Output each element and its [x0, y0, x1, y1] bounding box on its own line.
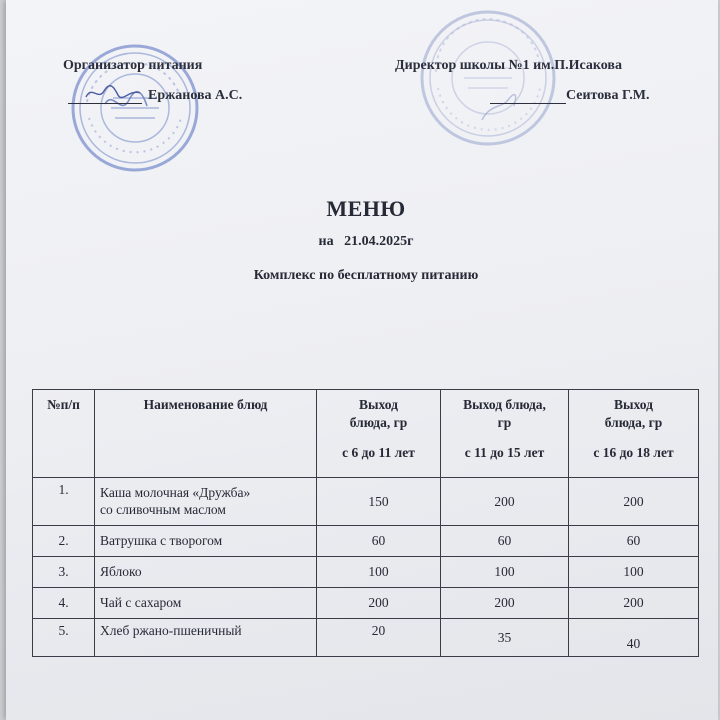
right-signatory-name: Сеитова Г.М.	[566, 88, 650, 103]
header-col-16-18	[569, 390, 699, 478]
row-value-11-15: 200	[441, 588, 569, 619]
left-signature-blank	[68, 89, 142, 104]
header-col1-age: с 6 до 11 лет	[342, 445, 415, 461]
row-value-6-11: 20	[317, 619, 441, 657]
row-value-6-11: 100	[317, 557, 441, 588]
row-dish-name: Чай с сахаром	[95, 588, 317, 619]
table-header-row	[33, 390, 699, 478]
row-value-6-11: 150	[317, 478, 441, 526]
menu-date-value: 21.04.2025г	[344, 234, 414, 249]
row-value-16-18: 200	[569, 588, 699, 619]
row-num: 3.	[33, 557, 95, 588]
left-signature-line	[68, 88, 242, 104]
document-page	[6, 0, 718, 720]
header-dish-name: Наименование блюд	[95, 390, 317, 478]
header-col1-line2: блюда, гр	[349, 415, 408, 431]
row-dish-name	[95, 478, 317, 526]
row-value-11-15: 35	[441, 619, 569, 657]
row-num: 4.	[33, 588, 95, 619]
header-num: №п/п	[33, 390, 95, 478]
row-value-11-15: 200	[441, 478, 569, 526]
row-dish-name: Яблоко	[95, 557, 317, 588]
right-official-seal-stamp	[418, 8, 558, 148]
row-num: 2.	[33, 526, 95, 557]
left-header-title: Организатор питания	[63, 58, 203, 73]
table-row	[33, 588, 699, 619]
header-col3-line1: Выход	[614, 397, 653, 412]
header-col-11-15	[441, 390, 569, 478]
row-dish-name-line1: Каша молочная «Дружба»	[100, 485, 251, 501]
row-num: 1.	[33, 478, 95, 526]
row-value-6-11: 200	[317, 588, 441, 619]
row-dish-name-line2: со сливочным маслом	[100, 501, 226, 517]
header-col3-age: с 16 до 18 лет	[593, 445, 674, 461]
menu-date-prefix: на	[318, 234, 334, 249]
row-value-16-18: 40	[569, 619, 699, 657]
menu-date	[6, 234, 720, 250]
menu-table	[32, 389, 699, 657]
right-signature-blank	[490, 89, 566, 104]
right-header-title: Директор школы №1 им.П.Исакова	[395, 58, 622, 73]
header-col2-line1: Выход блюда,	[463, 397, 546, 412]
row-dish-name: Хлеб ржано-пшеничный	[95, 619, 317, 657]
table-row	[33, 619, 699, 657]
header-col3-line2: блюда, гр	[604, 415, 663, 431]
header-col-6-11	[317, 390, 441, 478]
header-col2-age: с 11 до 15 лет	[464, 445, 545, 461]
menu-title: МЕНЮ	[326, 196, 406, 221]
row-value-11-15: 100	[441, 557, 569, 588]
menu-subtitle: Комплекс по бесплатному питанию	[253, 268, 479, 283]
left-signatory-name: Ержанова А.С.	[148, 88, 243, 103]
header-col2-line2: гр	[497, 415, 512, 431]
row-value-16-18: 200	[569, 478, 699, 526]
row-num: 5.	[33, 619, 95, 657]
row-value-11-15: 60	[441, 526, 569, 557]
table-row	[33, 478, 699, 526]
table-row	[33, 557, 699, 588]
row-value-16-18: 100	[569, 557, 699, 588]
header-col1-line1: Выход	[359, 397, 398, 412]
handwritten-signature-icon	[84, 83, 144, 103]
row-value-16-18: 60	[569, 526, 699, 557]
row-value-6-11: 60	[317, 526, 441, 557]
table-row	[33, 526, 699, 557]
row-dish-name: Ватрушка с творогом	[95, 526, 317, 557]
right-signature-line	[490, 88, 650, 104]
